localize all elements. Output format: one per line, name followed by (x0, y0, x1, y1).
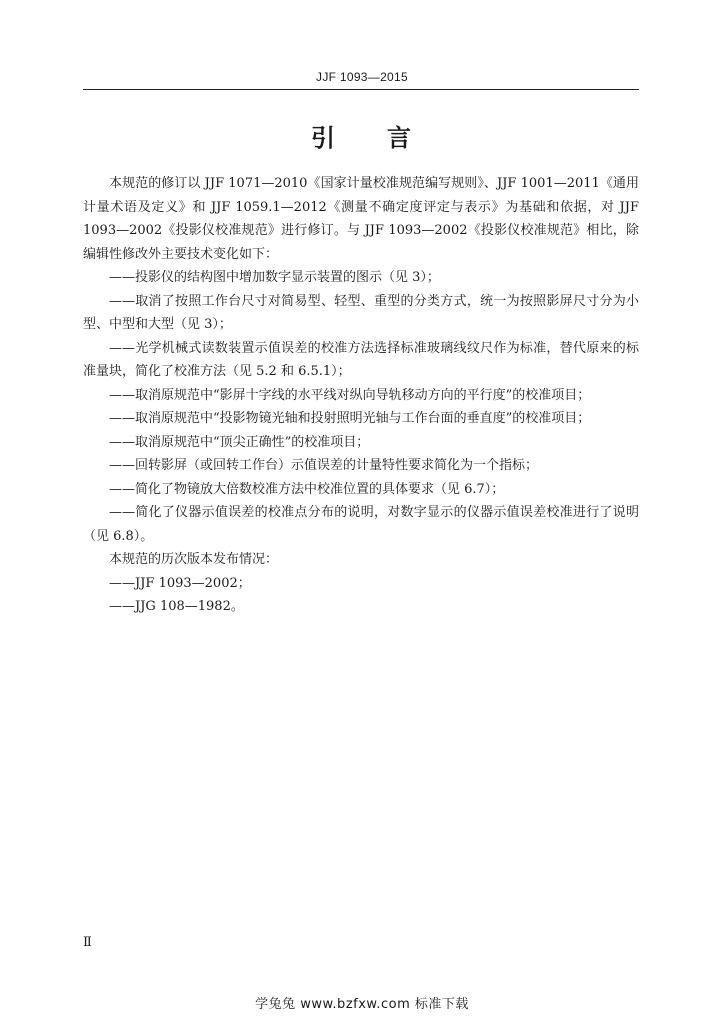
change-item-8: ——简化了物镜放大倍数校准方法中校准位置的具体要求（见 6.7）； (109, 481, 505, 497)
history-heading: 本规范的历次版本发布情况： (109, 552, 279, 567)
page-title-char-1: 引 (311, 124, 337, 152)
change-item-2: ——取消了按照工作台尺寸对简易型、轻型、重型的分类方式，统一为按照影屏尺寸分为小型、中型和大型（见 3）； (83, 293, 639, 332)
change-item-4: ——取消原规范中“影屏十字线的水平线对纵向导轨移动方向的平行度”的校准项目； (109, 387, 591, 403)
change-item-6: ——取消原规范中“顶尖正确性”的校准项目； (109, 434, 370, 450)
page-title-char-2: 言 (387, 124, 413, 152)
change-item-3: ——光学机械式读数装置示值误差的校准方法选择标准玻璃线纹尺作为标准，替代原来的标准量块，简化了校准方法（见 5.2 和 6.5.1）； (83, 340, 639, 379)
change-item-5: ——取消原规范中“投影物镜光轴和投射照明光轴与工作台面的垂直度”的校准项目； (109, 411, 591, 426)
history-item-1: ——JJF 1093—2002； (109, 575, 251, 591)
change-item-7: ——回转影屏（或回转工作台）示值误差的计量特性要求简化为一个指标； (109, 458, 539, 473)
page-number: Ⅱ (83, 935, 92, 950)
footer-watermark: 学兔兔 www.bzfxw.com 标准下载 (255, 997, 469, 1012)
page-title (0, 118, 724, 153)
body-text (83, 172, 639, 619)
change-item-1: ——投影仪的结构图中增加数字显示装置的图示（见 3）； (109, 270, 440, 285)
header-rule (83, 89, 639, 90)
paragraph-intro: 本规范的修订以 JJF 1071—2010《国家计量校准规范编写规则》、JJF 1001—2011《通用计量术语及定义》和 JJF 1059.1—2012《测量不确定度评定与表示》为基础和依据，对 JJF 1093—2002《投影仪校准规范》进行修订。与 JJF 1093—2002《投影仪校准规范》相比，除编辑性修改外主要技术变化如下： (83, 176, 639, 262)
change-item-9: ——简化了仪器示值误差的校准点分布的说明，对数字显示的仪器示值误差校准进行了说明（见 6.8）。 (83, 505, 639, 544)
history-item-2: ——JJG 108—1982。 (109, 599, 244, 614)
header-code: JJF 1093—2015 (316, 70, 408, 84)
